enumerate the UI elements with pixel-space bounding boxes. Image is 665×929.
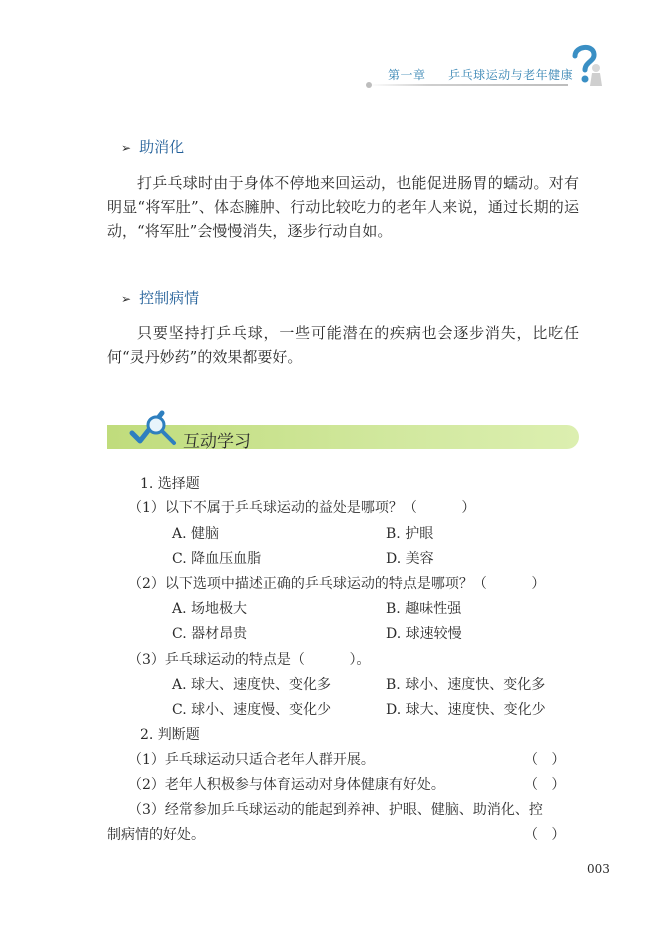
- banner-title: 互动学习: [183, 432, 251, 452]
- page-number: 003: [587, 862, 610, 876]
- question-3: [128, 649, 370, 669]
- answer-paren: [524, 749, 565, 769]
- option-a: A. 健脑: [172, 526, 220, 542]
- option-d: D. 球速较慢: [386, 626, 462, 642]
- option-c: C. 器材昂贵: [172, 626, 248, 642]
- option-a: A. 球大、速度快、变化多: [172, 677, 332, 693]
- arrow-bullet-icon: ➢: [121, 292, 132, 306]
- section-heading-digestion: [121, 136, 184, 157]
- section-title: 控制病情: [139, 289, 200, 307]
- answer-paren-close: ）: [531, 576, 546, 592]
- question-stem: （3）乒乓球运动的特点是（: [128, 652, 305, 668]
- option-a: A. 场地极大: [172, 601, 248, 617]
- section-paragraph: 只要坚持打乒乓球，一些可能潜在的疾病也会逐步消失，比吃任何“灵丹妙药”的效果都要好。: [107, 324, 579, 366]
- paren-open: （: [524, 777, 538, 793]
- magnifier-check-icon: [128, 407, 180, 451]
- answer-paren-close: ）: [461, 500, 476, 516]
- answer-paren: [524, 774, 565, 794]
- judgement-3-line2: 制病情的好处。: [107, 827, 205, 843]
- part2-title: 2. 判断题: [140, 727, 200, 743]
- question-2: [128, 573, 545, 593]
- option-d: D. 球大、速度快、变化少: [386, 702, 546, 718]
- question-1: [128, 497, 475, 517]
- header-rule: [368, 84, 568, 86]
- question-stem: （2）以下选项中描述正确的乒乓球运动的特点是哪项？（: [128, 576, 487, 592]
- option-d: D. 美容: [386, 551, 434, 567]
- arrow-bullet-icon: ➢: [121, 141, 132, 155]
- paren-open: （: [524, 752, 538, 768]
- chapter-title: 乒乓球运动与老年健康: [448, 68, 574, 82]
- option-b: B. 球小、速度快、变化多: [386, 677, 546, 693]
- option-b: B. 趣味性强: [386, 601, 462, 617]
- part1-title: 1. 选择题: [140, 476, 200, 492]
- section-title: 助消化: [139, 138, 185, 156]
- question-mark-figure-icon: [563, 42, 609, 88]
- option-c: C. 球小、速度慢、变化少: [172, 702, 332, 718]
- judgement-3-line1: （3）经常参加乒乓球运动的能起到养神、护眼、健脑、助消化、控: [128, 802, 543, 818]
- paren-close: ）: [551, 752, 566, 768]
- judgement-2: （2）老年人积极参与体育运动对身体健康有好处。: [128, 777, 445, 793]
- answer-paren-close: ）。: [349, 652, 371, 668]
- paren-close: ）: [551, 827, 566, 843]
- paren-open: （: [524, 827, 538, 843]
- question-stem: （1）以下不属于乒乓球运动的益处是哪项？（: [128, 500, 417, 516]
- section-paragraph: 打乒乓球时由于身体不停地来回运动，也能促进肠胃的蠕动。对有明显“将军肚”、体态臃肿、行动比较吃力的老年人来说，通过长期的运动，“将军肚”会慢慢消失，逐步行动自如。: [107, 174, 579, 240]
- running-header: [388, 66, 573, 83]
- judgement-1: （1）乒乓球运动只适合老年人群开展。: [128, 752, 375, 768]
- paren-close: ）: [551, 777, 566, 793]
- option-c: C. 降血压血脂: [172, 551, 262, 567]
- option-b: B. 护眼: [386, 526, 434, 542]
- answer-paren: [524, 824, 565, 844]
- section-heading-disease-control: [121, 287, 199, 308]
- chapter-label: 第一章: [388, 68, 426, 82]
